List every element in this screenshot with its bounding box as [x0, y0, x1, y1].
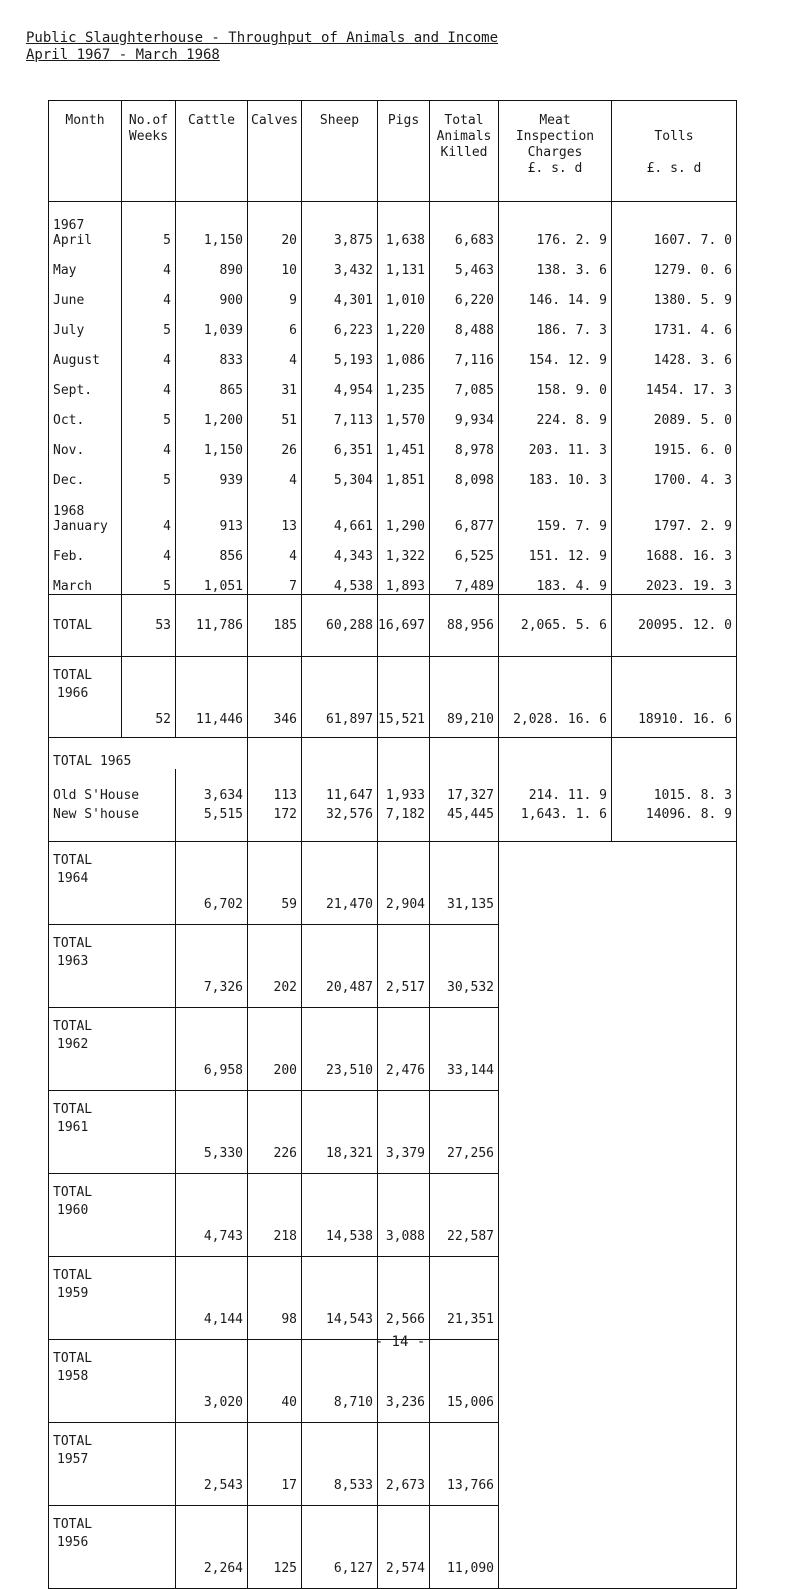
history-label: TOTAL 1956 [49, 1505, 176, 1588]
history-cattle-cell: 6,958 [176, 1007, 248, 1090]
month-cell [49, 308, 122, 338]
calves-cell: 31 [248, 368, 302, 398]
old-meat-cell: 214. 11. 9 [499, 769, 612, 803]
total-cell: 6,525 [430, 534, 499, 564]
table-row [49, 428, 737, 458]
tolls-cell: 1731. 4. 6 [612, 308, 737, 338]
month-label: Nov. [53, 442, 85, 458]
cattle-cell: 856 [176, 534, 248, 564]
history-total-cell: 30,532 [430, 924, 499, 1007]
weeks-cell: 4 [122, 428, 176, 458]
meat-cell: 186. 7. 3 [499, 308, 612, 338]
total-cell: 7,085 [430, 368, 499, 398]
new-total-cell: 45,445 [430, 803, 499, 841]
total-1966-cattle-cell: 11,446 [176, 656, 248, 737]
total-cell: 8,488 [430, 308, 499, 338]
history-label: TOTAL 1964 [49, 841, 176, 924]
history-sheep-cell: 6,127 [302, 1505, 378, 1588]
header-row [49, 101, 737, 202]
tolls-cell: 1700. 4. 3 [612, 458, 737, 488]
table-row [49, 202, 737, 248]
history-sheep-cell: 14,543 [302, 1256, 378, 1339]
month-label: Sept. [53, 382, 93, 398]
header-meat-inspection: Meat Inspection Charges £. s. d [499, 101, 612, 202]
history-total-cell: 11,090 [430, 1505, 499, 1588]
total-1966-row [49, 656, 737, 737]
total-sheep-cell: 60,288 [302, 594, 378, 656]
table-row [49, 488, 737, 534]
history-cattle-cell: 4,144 [176, 1256, 248, 1339]
cattle-cell: 865 [176, 368, 248, 398]
history-calves-cell: 17 [248, 1422, 302, 1505]
history-pigs-cell: 3,379 [378, 1090, 430, 1173]
total-cell: 6,683 [430, 202, 499, 248]
year-label: 1967 [53, 217, 85, 233]
history-label: TOTAL 1962 [49, 1007, 176, 1090]
history-cattle-cell: 7,326 [176, 924, 248, 1007]
month-cell [49, 458, 122, 488]
total-calves-cell: 185 [248, 594, 302, 656]
weeks-cell: 4 [122, 248, 176, 278]
history-calves-cell: 200 [248, 1007, 302, 1090]
history-cattle-cell: 4,743 [176, 1173, 248, 1256]
year-label: 1968 [53, 503, 85, 519]
slaughterhouse-label: Old S'House [49, 769, 176, 803]
header-pigs: Pigs [378, 101, 430, 202]
pigs-cell: 1,451 [378, 428, 430, 458]
document-subtitle: April 1967 - March 1968 [26, 47, 220, 63]
weeks-cell: 5 [122, 564, 176, 595]
total-cell: 5,463 [430, 248, 499, 278]
cattle-cell: 939 [176, 458, 248, 488]
pigs-cell: 1,010 [378, 278, 430, 308]
history-pigs-cell: 2,673 [378, 1422, 430, 1505]
throughput-table [48, 100, 737, 1589]
tolls-cell: 2089. 5. 0 [612, 398, 737, 428]
cattle-cell: 1,150 [176, 428, 248, 458]
total-1966-total-cell: 89,210 [430, 656, 499, 737]
total-cattle-cell: 11,786 [176, 594, 248, 656]
tolls-cell: 1607. 7. 0 [612, 202, 737, 248]
calves-cell: 4 [248, 534, 302, 564]
pigs-cell: 1,570 [378, 398, 430, 428]
total-pigs-cell: 16,697 [378, 594, 430, 656]
sheep-cell: 4,301 [302, 278, 378, 308]
old-calves-cell: 113 [248, 769, 302, 803]
new-tolls-cell: 14096. 8. 9 [612, 803, 737, 841]
history-total-cell: 27,256 [430, 1090, 499, 1173]
header-month: Month [49, 101, 122, 202]
header-tolls: Tolls £. s. d [612, 101, 737, 202]
history-total-cell: 22,587 [430, 1173, 499, 1256]
weeks-cell: 4 [122, 278, 176, 308]
history-calves-cell: 226 [248, 1090, 302, 1173]
total-cell: 6,220 [430, 278, 499, 308]
history-label: TOTAL 1957 [49, 1422, 176, 1505]
cattle-cell: 1,039 [176, 308, 248, 338]
old-sheep-cell: 11,647 [302, 769, 378, 803]
cattle-cell: 1,200 [176, 398, 248, 428]
month-cell [49, 534, 122, 564]
history-sheep-cell: 23,510 [302, 1007, 378, 1090]
history-sheep-cell: 8,533 [302, 1422, 378, 1505]
header-weeks: No.of Weeks [122, 101, 176, 202]
history-cattle-cell: 2,543 [176, 1422, 248, 1505]
history-label: TOTAL 1959 [49, 1256, 176, 1339]
total-1966-meat-cell: 2,028. 16. 6 [499, 656, 612, 737]
total-cell: 8,098 [430, 458, 499, 488]
month-cell [49, 488, 122, 534]
blank-area [499, 841, 737, 1588]
weeks-cell: 4 [122, 368, 176, 398]
header-cattle: Cattle [176, 101, 248, 202]
new-sheep-cell: 32,576 [302, 803, 378, 841]
calves-cell: 51 [248, 398, 302, 428]
month-label: June [53, 292, 85, 308]
old-pigs-cell: 1,933 [378, 769, 430, 803]
sheep-cell: 5,304 [302, 458, 378, 488]
total-weeks-cell: 53 [122, 594, 176, 656]
table-row [49, 398, 737, 428]
meat-cell: 183. 10. 3 [499, 458, 612, 488]
table-row [49, 564, 737, 595]
month-label: Oct. [53, 412, 85, 428]
history-pigs-cell: 2,904 [378, 841, 430, 924]
pigs-cell: 1,220 [378, 308, 430, 338]
history-pigs-cell: 2,517 [378, 924, 430, 1007]
total-cell: 8,978 [430, 428, 499, 458]
calves-cell: 4 [248, 338, 302, 368]
history-sheep-cell: 8,710 [302, 1339, 378, 1422]
history-total-cell: 21,351 [430, 1256, 499, 1339]
history-pigs-cell: 3,088 [378, 1173, 430, 1256]
header-sheep: Sheep [302, 101, 378, 202]
table-row [49, 368, 737, 398]
tolls-cell: 1915. 6. 0 [612, 428, 737, 458]
history-total-cell: 33,144 [430, 1007, 499, 1090]
weeks-cell: 4 [122, 534, 176, 564]
tolls-cell: 1454. 17. 3 [612, 368, 737, 398]
new-meat-cell: 1,643. 1. 6 [499, 803, 612, 841]
old-cattle-cell: 3,634 [176, 769, 248, 803]
sheep-cell: 4,343 [302, 534, 378, 564]
history-sheep-cell: 20,487 [302, 924, 378, 1007]
history-sheep-cell: 14,538 [302, 1173, 378, 1256]
sheep-cell: 3,875 [302, 202, 378, 248]
new-calves-cell: 172 [248, 803, 302, 841]
total-1966-weeks-cell: 52 [122, 656, 176, 737]
history-row [49, 841, 737, 924]
table-row [49, 278, 737, 308]
total-total-cell: 88,956 [430, 594, 499, 656]
total-cell: 9,934 [430, 398, 499, 428]
cattle-cell: 1,051 [176, 564, 248, 595]
weeks-cell: 5 [122, 458, 176, 488]
month-label: Feb. [53, 548, 85, 564]
table-row [49, 248, 737, 278]
total-1966-calves-cell: 346 [248, 656, 302, 737]
tolls-cell: 1428. 3. 6 [612, 338, 737, 368]
calves-cell: 6 [248, 308, 302, 338]
history-label: TOTAL 1963 [49, 924, 176, 1007]
pigs-cell: 1,086 [378, 338, 430, 368]
new-pigs-cell: 7,182 [378, 803, 430, 841]
cattle-cell: 913 [176, 488, 248, 534]
month-cell [49, 564, 122, 595]
sheep-cell: 7,113 [302, 398, 378, 428]
table-row [49, 338, 737, 368]
total-row [49, 594, 737, 656]
total-cell: 6,877 [430, 488, 499, 534]
pigs-cell: 1,290 [378, 488, 430, 534]
old-tolls-cell: 1015. 8. 3 [612, 769, 737, 803]
weeks-cell: 4 [122, 338, 176, 368]
calves-cell: 10 [248, 248, 302, 278]
history-label: TOTAL 1961 [49, 1090, 176, 1173]
history-pigs-cell: 2,476 [378, 1007, 430, 1090]
total-cell: 7,116 [430, 338, 499, 368]
tolls-cell: 2023. 19. 3 [612, 564, 737, 595]
history-pigs-cell: 3,236 [378, 1339, 430, 1422]
total-1966-pigs-cell: 15,521 [378, 656, 430, 737]
month-cell [49, 398, 122, 428]
total-1966-sheep-cell: 61,897 [302, 656, 378, 737]
calves-cell: 4 [248, 458, 302, 488]
month-label: January [53, 518, 108, 534]
total-tolls-cell: 20095. 12. 0 [612, 594, 737, 656]
history-calves-cell: 98 [248, 1256, 302, 1339]
cattle-cell: 900 [176, 278, 248, 308]
history-label: TOTAL 1960 [49, 1173, 176, 1256]
weeks-cell: 4 [122, 488, 176, 534]
total-1966-label: TOTAL 1966 [49, 656, 122, 737]
history-pigs-cell: 2,566 [378, 1256, 430, 1339]
sheep-cell: 4,954 [302, 368, 378, 398]
calves-cell: 9 [248, 278, 302, 308]
weeks-cell: 5 [122, 398, 176, 428]
meat-cell: 203. 11. 3 [499, 428, 612, 458]
table-row [49, 458, 737, 488]
page-number: - 14 - [374, 1334, 426, 1350]
meat-cell: 159. 7. 9 [499, 488, 612, 534]
pigs-cell: 1,131 [378, 248, 430, 278]
sheep-cell: 6,223 [302, 308, 378, 338]
total-1965-new-row [49, 803, 737, 841]
total-1966-tolls-cell: 18910. 16. 6 [612, 656, 737, 737]
calves-cell: 20 [248, 202, 302, 248]
meat-cell: 151. 12. 9 [499, 534, 612, 564]
total-1965-label: TOTAL 1965 [49, 737, 176, 769]
sheep-cell: 6,351 [302, 428, 378, 458]
meat-cell: 154. 12. 9 [499, 338, 612, 368]
calves-cell: 26 [248, 428, 302, 458]
document-title: Public Slaughterhouse - Throughput of Animals and Income [26, 30, 499, 46]
calves-cell: 13 [248, 488, 302, 534]
tolls-cell: 1797. 2. 9 [612, 488, 737, 534]
sheep-cell: 4,538 [302, 564, 378, 595]
history-sheep-cell: 18,321 [302, 1090, 378, 1173]
pigs-cell: 1,322 [378, 534, 430, 564]
history-cattle-cell: 3,020 [176, 1339, 248, 1422]
month-label: May [53, 262, 77, 278]
history-calves-cell: 218 [248, 1173, 302, 1256]
cattle-cell: 833 [176, 338, 248, 368]
history-cattle-cell: 6,702 [176, 841, 248, 924]
total-label: TOTAL [49, 594, 122, 656]
header-calves: Calves [248, 101, 302, 202]
weeks-cell: 5 [122, 202, 176, 248]
tolls-cell: 1688. 16. 3 [612, 534, 737, 564]
pigs-cell: 1,235 [378, 368, 430, 398]
history-pigs-cell: 2,574 [378, 1505, 430, 1588]
new-cattle-cell: 5,515 [176, 803, 248, 841]
pigs-cell: 1,638 [378, 202, 430, 248]
header-total-animals: Total Animals Killed [430, 101, 499, 202]
month-cell [49, 202, 122, 248]
meat-cell: 183. 4. 9 [499, 564, 612, 595]
history-total-cell: 15,006 [430, 1339, 499, 1422]
history-calves-cell: 40 [248, 1339, 302, 1422]
meat-cell: 176. 2. 9 [499, 202, 612, 248]
tolls-cell: 1279. 0. 6 [612, 248, 737, 278]
month-label: Dec. [53, 472, 85, 488]
table-row [49, 308, 737, 338]
total-meat-cell: 2,065. 5. 6 [499, 594, 612, 656]
cattle-cell: 1,150 [176, 202, 248, 248]
weeks-cell: 5 [122, 308, 176, 338]
month-label: April [53, 232, 93, 248]
total-cell: 7,489 [430, 564, 499, 595]
total-1965-old-row [49, 769, 737, 803]
month-label: March [53, 578, 93, 594]
month-label: August [53, 352, 100, 368]
month-cell [49, 338, 122, 368]
history-cattle-cell: 5,330 [176, 1090, 248, 1173]
old-total-cell: 17,327 [430, 769, 499, 803]
history-label: TOTAL 1958 [49, 1339, 176, 1422]
meat-cell: 224. 8. 9 [499, 398, 612, 428]
month-label: July [53, 322, 85, 338]
sheep-cell: 4,661 [302, 488, 378, 534]
month-cell [49, 278, 122, 308]
month-cell [49, 368, 122, 398]
slaughterhouse-label: New S'house [49, 803, 176, 841]
history-calves-cell: 202 [248, 924, 302, 1007]
pigs-cell: 1,851 [378, 458, 430, 488]
sheep-cell: 3,432 [302, 248, 378, 278]
history-cattle-cell: 2,264 [176, 1505, 248, 1588]
history-calves-cell: 59 [248, 841, 302, 924]
month-cell [49, 248, 122, 278]
meat-cell: 138. 3. 6 [499, 248, 612, 278]
meat-cell: 158. 9. 0 [499, 368, 612, 398]
tolls-cell: 1380. 5. 9 [612, 278, 737, 308]
history-sheep-cell: 21,470 [302, 841, 378, 924]
total-1965-row [49, 737, 737, 769]
calves-cell: 7 [248, 564, 302, 595]
cattle-cell: 890 [176, 248, 248, 278]
history-calves-cell: 125 [248, 1505, 302, 1588]
history-total-cell: 31,135 [430, 841, 499, 924]
pigs-cell: 1,893 [378, 564, 430, 595]
month-cell [49, 428, 122, 458]
sheep-cell: 5,193 [302, 338, 378, 368]
table-row [49, 534, 737, 564]
meat-cell: 146. 14. 9 [499, 278, 612, 308]
history-total-cell: 13,766 [430, 1422, 499, 1505]
